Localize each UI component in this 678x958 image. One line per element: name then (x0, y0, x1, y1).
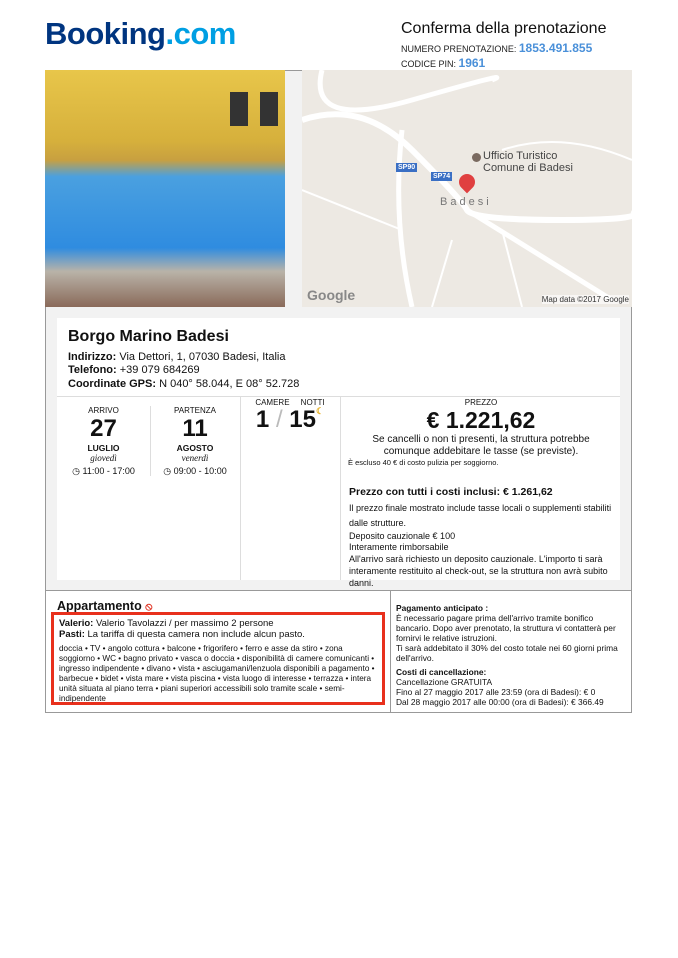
nights-label: NOTTI (300, 398, 325, 407)
checkout-label: PARTENZA (174, 406, 216, 415)
prepay-text-2: Ti sarà addebitato il 30% del costo totale nei 60 giorni prima dell'arrivo. (396, 643, 618, 663)
price-details (349, 486, 615, 589)
total-note: Il prezzo finale mostrato include tasse locali o supplementi stabiliti dalle strutture. (349, 503, 612, 528)
booking-number: 1853.491.855 (518, 41, 593, 55)
address-label: Indirizzo: (68, 351, 117, 363)
road-label-sp74: SP74 (433, 173, 451, 180)
checkout-month: AGOSTO (176, 443, 214, 453)
checkout-block (150, 406, 240, 477)
slash: / (275, 406, 283, 433)
town-label: Badesi (440, 196, 492, 208)
hotel-gps (68, 378, 299, 390)
meals-value: La tariffa di questa camera non include alcun pasto. (87, 629, 305, 640)
prepay-label: Pagamento anticipato : (396, 603, 489, 613)
poi-name: Ufficio Turistico (483, 150, 558, 162)
poi-icon (472, 153, 481, 162)
hotel-phone (68, 364, 200, 376)
cancel-label: Costi di cancellazione: (396, 667, 487, 677)
price-label: PREZZO (464, 398, 498, 407)
cancel-free: Cancellazione GRATUITA (396, 677, 493, 687)
facilities-list: doccia • TV • angolo cottura • balcone • frigorifero • ferro e asse da stiro • zona soggiorno • WC • bagno privato • vasca o doccia • disponibilità di camere comunicanti • ingresso indipendente • divano • vista • asciugamani/lenzuola disponibili a pagamento • barbecue • bidet • vista mare • vista piscina • vista luogo di interesse • terrazza • intera unità situata al piano terra • piani superiori accessibili solo tramite scale • semi-indipendente (59, 644, 375, 703)
cancel-rule-2: Dal 28 maggio 2017 alle 00:00 (ora di Badesi): € 366.49 (396, 697, 604, 707)
checkin-block (57, 406, 150, 477)
rooms-label: CAMERE (255, 398, 290, 407)
checkin-day: 27 (90, 415, 117, 442)
phone-value: +39 079 684269 (119, 364, 200, 376)
total-price: Prezzo con tutti i costi inclusi: € 1.261,62 (349, 486, 553, 498)
location-map[interactable] (302, 70, 632, 307)
deposit: Deposito cauzionale € 100 (349, 531, 456, 541)
guest-label: Valerio: (59, 618, 94, 629)
map-attribution: Map data ©2017 Google (541, 295, 629, 304)
checkin-time: 11:00 - 17:00 (82, 466, 135, 476)
highlight-box (51, 612, 385, 705)
google-logo: Google (307, 287, 356, 303)
property-photo (45, 70, 285, 307)
road-label-sp90: SP90 (398, 164, 416, 171)
confirmation-header (401, 20, 606, 70)
address-value: Via Dettori, 1, 07030 Badesi, Italia (119, 351, 286, 363)
checkin-label: ARRIVO (88, 406, 119, 415)
gps-value: N 040° 58.044, E 08° 52.728 (159, 378, 300, 390)
tax-note: Se cancelli o non ti presenti, la struttura potrebbe comunque addebitare le tasse (se previste). (372, 434, 590, 457)
clock-icon: ◷ (72, 466, 80, 476)
pin-code: 1961 (458, 56, 486, 70)
rooms-count: 1 (255, 406, 270, 433)
deposit-note: All'arrivo sarà richiesto un deposito cauzionale. L'importo ti sarà interamente restituito al check-out, se la struttura non avrà subito danni. (349, 554, 608, 588)
poi-label (483, 150, 573, 174)
hotel-address (68, 351, 285, 363)
stay-block (240, 398, 340, 434)
refundable: Interamente rimborsabile (349, 542, 449, 552)
booking-number-label: NUMERO PRENOTAZIONE: (401, 44, 517, 54)
guest-value: Valerio Tavolazzi / per massimo 2 persone (95, 618, 274, 629)
gps-label: Coordinate GPS: (68, 378, 157, 390)
cancel-rule-1: Fino al 27 maggio 2017 alle 23:59 (ora di Badesi): € 0 (396, 687, 596, 697)
clock-icon: ◷ (163, 466, 172, 476)
hotel-name: Borgo Marino Badesi (68, 328, 229, 345)
price-amount: € 1.221,62 (426, 407, 536, 433)
poi-name-2: Comune di Badesi (483, 162, 573, 174)
checkout-day: 11 (182, 415, 208, 442)
hotel-card (57, 318, 620, 588)
nights-count: 15 (289, 406, 316, 433)
checkin-month: LUGLIO (87, 443, 120, 453)
checkout-weekday: venerdì (181, 453, 209, 463)
moon-icon: ☾ (316, 406, 325, 416)
page-title: Conferma della prenotazione (401, 20, 607, 37)
phone-label: Telefono: (68, 364, 117, 376)
no-smoking-icon: ⦸ (145, 601, 153, 613)
price-block (342, 398, 620, 467)
room-title-text: Appartamento (57, 599, 142, 613)
meals-label: Pasti: (59, 629, 85, 640)
checkin-weekday: giovedì (90, 453, 117, 463)
policies (396, 603, 628, 707)
logo-suffix: .com (165, 16, 236, 51)
prepay-text: È necessario pagare prima dell'arrivo tramite bonifico bancario. Dopo aver prenotato, la struttura vi contatterà per fornirvi le relative istruzioni. (396, 613, 616, 643)
booking-logo (45, 16, 236, 52)
logo-main: Booking (45, 16, 166, 51)
checkout-time: 09:00 - 10:00 (173, 466, 227, 476)
pin-label: CODICE PIN: (401, 59, 457, 69)
cleaning-note: È escluso 40 € di costo pulizia per soggiorno. (348, 458, 499, 467)
